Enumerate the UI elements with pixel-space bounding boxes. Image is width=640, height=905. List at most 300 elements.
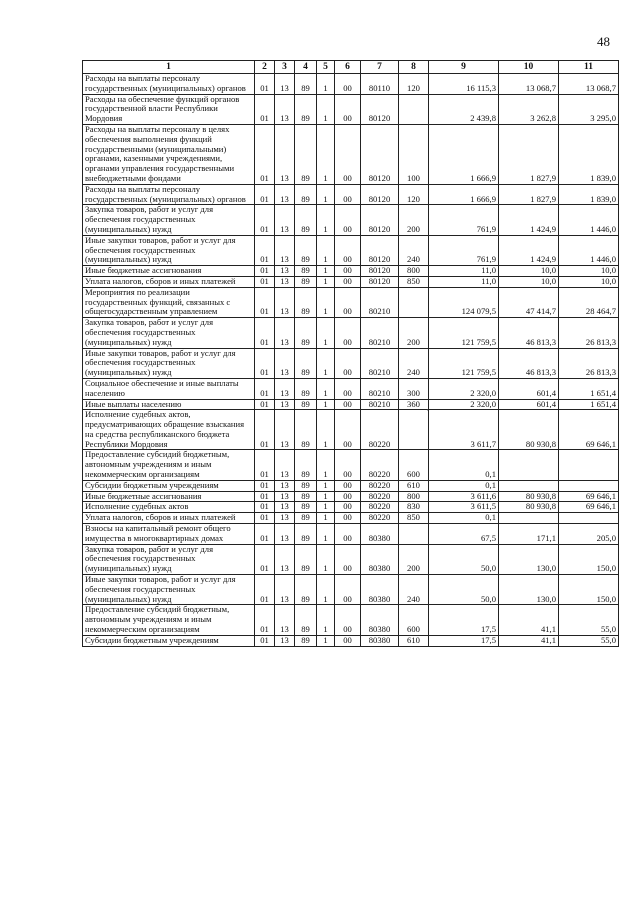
amount-year-2: 80 930,8 (499, 491, 559, 502)
expense-type-code: 850 (399, 276, 429, 287)
amount-year-2: 46 813,3 (499, 318, 559, 348)
subsection-code: 13 (275, 378, 295, 399)
direction-code: 80210 (361, 378, 399, 399)
activity-code: 00 (335, 235, 361, 265)
amount-year-2: 1 827,9 (499, 184, 559, 205)
direction-code: 80220 (361, 491, 399, 502)
budget-table (82, 60, 619, 647)
page-number: 48 (597, 34, 610, 49)
subprogram-code: 1 (317, 605, 335, 635)
activity-code: 00 (335, 184, 361, 205)
col-header-section: 2 (255, 61, 275, 74)
amount-year-3: 10,0 (559, 266, 619, 277)
subsection-code: 13 (275, 318, 295, 348)
row-name: Взносы на капитальный ремонт общего имущества в многоквартирных домах (83, 524, 255, 545)
row-name: Иные бюджетные ассигнования (83, 491, 255, 502)
amount-year-2: 41,1 (499, 605, 559, 635)
direction-code: 80220 (361, 480, 399, 491)
section-code: 01 (255, 491, 275, 502)
amount-year-2: 601,4 (499, 399, 559, 410)
direction-code: 80120 (361, 276, 399, 287)
row-name: Иные выплаты населению (83, 399, 255, 410)
direction-code: 80120 (361, 205, 399, 235)
activity-code: 00 (335, 544, 361, 574)
amount-year-2: 1 424,9 (499, 205, 559, 235)
subprogram-code: 1 (317, 410, 335, 450)
program-code: 89 (295, 74, 317, 95)
direction-code: 80220 (361, 410, 399, 450)
amount-year-3: 28 464,7 (559, 287, 619, 317)
row-name: Уплата налогов, сборов и иных платежей (83, 276, 255, 287)
subprogram-code: 1 (317, 184, 335, 205)
col-header-amount-3: 11 (559, 61, 619, 74)
subsection-code: 13 (275, 399, 295, 410)
direction-code: 80220 (361, 502, 399, 513)
direction-code: 80380 (361, 524, 399, 545)
program-code: 89 (295, 378, 317, 399)
amount-year-3: 55,0 (559, 605, 619, 635)
col-header-amount-1: 9 (429, 61, 499, 74)
table-row (83, 124, 619, 184)
program-code: 89 (295, 491, 317, 502)
program-code: 89 (295, 318, 317, 348)
subprogram-code: 1 (317, 450, 335, 480)
table-row (83, 635, 619, 646)
row-name: Закупка товаров, работ и услуг для обеспечения государственных (муниципальных) нужд (83, 318, 255, 348)
activity-code: 00 (335, 94, 361, 124)
amount-year-2 (499, 450, 559, 480)
section-code: 01 (255, 410, 275, 450)
activity-code: 00 (335, 205, 361, 235)
subprogram-code: 1 (317, 399, 335, 410)
row-name: Расходы на выплаты персоналу в целях обеспечения выполнения функций государственными (муниципальными) органами, казенными учреждениями, органами управления государственными внебюджетными фондами (83, 124, 255, 184)
subsection-code: 13 (275, 94, 295, 124)
subsection-code: 13 (275, 287, 295, 317)
row-name: Предоставление субсидий бюджетным, автономным учреждениям и иным некоммерческим организациям (83, 450, 255, 480)
table-row (83, 287, 619, 317)
activity-code: 00 (335, 575, 361, 605)
amount-year-3: 1 839,0 (559, 184, 619, 205)
subprogram-code: 1 (317, 502, 335, 513)
table-row (83, 410, 619, 450)
subprogram-code: 1 (317, 491, 335, 502)
program-code: 89 (295, 635, 317, 646)
section-code: 01 (255, 480, 275, 491)
amount-year-3: 69 646,1 (559, 491, 619, 502)
amount-year-1: 3 611,5 (429, 502, 499, 513)
amount-year-1: 50,0 (429, 575, 499, 605)
subsection-code: 13 (275, 276, 295, 287)
section-code: 01 (255, 524, 275, 545)
subsection-code: 13 (275, 480, 295, 491)
amount-year-1: 761,9 (429, 205, 499, 235)
program-code: 89 (295, 480, 317, 491)
subsection-code: 13 (275, 575, 295, 605)
amount-year-1: 1 666,9 (429, 184, 499, 205)
table-row (83, 266, 619, 277)
amount-year-1: 16 115,3 (429, 74, 499, 95)
row-name: Закупка товаров, работ и услуг для обеспечения государственных (муниципальных) нужд (83, 544, 255, 574)
program-code: 89 (295, 450, 317, 480)
section-code: 01 (255, 450, 275, 480)
program-code: 89 (295, 605, 317, 635)
amount-year-2: 130,0 (499, 575, 559, 605)
col-header-subsection: 3 (275, 61, 295, 74)
program-code: 89 (295, 513, 317, 524)
amount-year-1: 0,1 (429, 450, 499, 480)
expense-type-code: 120 (399, 74, 429, 95)
amount-year-3: 150,0 (559, 575, 619, 605)
subsection-code: 13 (275, 235, 295, 265)
subprogram-code: 1 (317, 575, 335, 605)
activity-code: 00 (335, 410, 361, 450)
expense-type-code (399, 410, 429, 450)
amount-year-2: 46 813,3 (499, 348, 559, 378)
row-name: Закупка товаров, работ и услуг для обеспечения государственных (муниципальных) нужд (83, 205, 255, 235)
row-name: Исполнение судебных актов, предусматривающих обращение взыскания на средства республиканского бюджета Республики Мордовия (83, 410, 255, 450)
header-row (83, 61, 619, 74)
activity-code: 00 (335, 266, 361, 277)
expense-type-code: 610 (399, 635, 429, 646)
expense-type-code: 600 (399, 450, 429, 480)
activity-code: 00 (335, 74, 361, 95)
scan-speck: · (426, 405, 429, 415)
activity-code: 00 (335, 124, 361, 184)
table-row (83, 524, 619, 545)
section-code: 01 (255, 94, 275, 124)
table-row (83, 348, 619, 378)
program-code: 89 (295, 575, 317, 605)
amount-year-1: 121 759,5 (429, 318, 499, 348)
amount-year-3: 1 446,0 (559, 205, 619, 235)
expense-type-code: 830 (399, 502, 429, 513)
expense-type-code: 800 (399, 491, 429, 502)
subprogram-code: 1 (317, 378, 335, 399)
table-row (83, 74, 619, 95)
subprogram-code: 1 (317, 205, 335, 235)
subsection-code: 13 (275, 184, 295, 205)
amount-year-3: 1 651,4 (559, 378, 619, 399)
direction-code: 80380 (361, 544, 399, 574)
subsection-code: 13 (275, 74, 295, 95)
section-code: 01 (255, 276, 275, 287)
expense-type-code: 300 (399, 378, 429, 399)
subsection-code: 13 (275, 544, 295, 574)
direction-code: 80120 (361, 184, 399, 205)
col-header-direction: 7 (361, 61, 399, 74)
amount-year-3: 26 813,3 (559, 348, 619, 378)
section-code: 01 (255, 287, 275, 317)
program-code: 89 (295, 205, 317, 235)
expense-type-code: 240 (399, 348, 429, 378)
col-header-activity: 6 (335, 61, 361, 74)
direction-code: 80120 (361, 124, 399, 184)
expense-type-code: 610 (399, 480, 429, 491)
row-name: Иные закупки товаров, работ и услуг для обеспечения государственных (муниципальных) нужд (83, 348, 255, 378)
direction-code: 80110 (361, 74, 399, 95)
amount-year-3: 69 646,1 (559, 502, 619, 513)
direction-code: 80380 (361, 635, 399, 646)
expense-type-code: 240 (399, 575, 429, 605)
amount-year-3 (559, 450, 619, 480)
direction-code: 80220 (361, 513, 399, 524)
program-code: 89 (295, 184, 317, 205)
amount-year-3: 1 839,0 (559, 124, 619, 184)
amount-year-1: 3 611,6 (429, 491, 499, 502)
col-header-name: 1 (83, 61, 255, 74)
direction-code: 80210 (361, 287, 399, 317)
col-header-amount-2: 10 (499, 61, 559, 74)
activity-code: 00 (335, 480, 361, 491)
amount-year-2 (499, 513, 559, 524)
row-name: Расходы на выплаты персоналу государственных (муниципальных) органов (83, 184, 255, 205)
expense-type-code: 200 (399, 318, 429, 348)
subprogram-code: 1 (317, 74, 335, 95)
expense-type-code: 600 (399, 605, 429, 635)
table-row (83, 605, 619, 635)
amount-year-1: 2 439,8 (429, 94, 499, 124)
section-code: 01 (255, 74, 275, 95)
amount-year-2: 1 827,9 (499, 124, 559, 184)
subprogram-code: 1 (317, 635, 335, 646)
amount-year-1: 11,0 (429, 266, 499, 277)
subsection-code: 13 (275, 605, 295, 635)
section-code: 01 (255, 124, 275, 184)
subsection-code: 13 (275, 491, 295, 502)
subprogram-code: 1 (317, 513, 335, 524)
program-code: 89 (295, 266, 317, 277)
amount-year-2: 80 930,8 (499, 502, 559, 513)
subsection-code: 13 (275, 348, 295, 378)
activity-code: 00 (335, 513, 361, 524)
table-row (83, 399, 619, 410)
section-code: 01 (255, 575, 275, 605)
activity-code: 00 (335, 276, 361, 287)
amount-year-3: 205,0 (559, 524, 619, 545)
direction-code: 80120 (361, 235, 399, 265)
row-name: Предоставление субсидий бюджетным, автономным учреждениям и иным некоммерческим организациям (83, 605, 255, 635)
table-row (83, 450, 619, 480)
program-code: 89 (295, 502, 317, 513)
activity-code: 00 (335, 318, 361, 348)
amount-year-1: 124 079,5 (429, 287, 499, 317)
subprogram-code: 1 (317, 318, 335, 348)
section-code: 01 (255, 605, 275, 635)
expense-type-code: 240 (399, 235, 429, 265)
program-code: 89 (295, 399, 317, 410)
table-row (83, 575, 619, 605)
col-header-expense-type: 8 (399, 61, 429, 74)
row-name: Уплата налогов, сборов и иных платежей (83, 513, 255, 524)
row-name: Иные закупки товаров, работ и услуг для обеспечения государственных (муниципальных) нужд (83, 235, 255, 265)
section-code: 01 (255, 513, 275, 524)
expense-type-code: 120 (399, 184, 429, 205)
amount-year-2: 3 262,8 (499, 94, 559, 124)
expense-type-code (399, 94, 429, 124)
subprogram-code: 1 (317, 287, 335, 317)
activity-code: 00 (335, 502, 361, 513)
amount-year-2: 13 068,7 (499, 74, 559, 95)
expense-type-code: 200 (399, 205, 429, 235)
amount-year-1: 17,5 (429, 605, 499, 635)
section-code: 01 (255, 378, 275, 399)
direction-code: 80210 (361, 399, 399, 410)
amount-year-3: 150,0 (559, 544, 619, 574)
section-code: 01 (255, 635, 275, 646)
amount-year-3 (559, 513, 619, 524)
direction-code: 80210 (361, 318, 399, 348)
col-header-subprogram: 5 (317, 61, 335, 74)
amount-year-3: 10,0 (559, 276, 619, 287)
row-name: Иные бюджетные ассигнования (83, 266, 255, 277)
amount-year-3: 3 295,0 (559, 94, 619, 124)
program-code: 89 (295, 544, 317, 574)
activity-code: 00 (335, 399, 361, 410)
amount-year-2: 10,0 (499, 276, 559, 287)
section-code: 01 (255, 399, 275, 410)
subprogram-code: 1 (317, 348, 335, 378)
subsection-code: 13 (275, 124, 295, 184)
amount-year-1: 0,1 (429, 513, 499, 524)
subsection-code: 13 (275, 266, 295, 277)
amount-year-3: 55,0 (559, 635, 619, 646)
section-code: 01 (255, 266, 275, 277)
program-code: 89 (295, 287, 317, 317)
section-code: 01 (255, 544, 275, 574)
table-row (83, 184, 619, 205)
amount-year-2: 601,4 (499, 378, 559, 399)
row-name: Исполнение судебных актов (83, 502, 255, 513)
amount-year-2: 10,0 (499, 266, 559, 277)
amount-year-1: 761,9 (429, 235, 499, 265)
amount-year-1: 121 759,5 (429, 348, 499, 378)
expense-type-code: 850 (399, 513, 429, 524)
amount-year-2: 41,1 (499, 635, 559, 646)
amount-year-1: 3 611,7 (429, 410, 499, 450)
section-code: 01 (255, 184, 275, 205)
table-row (83, 205, 619, 235)
amount-year-1: 2 320,0 (429, 378, 499, 399)
subprogram-code: 1 (317, 276, 335, 287)
amount-year-1: 1 666,9 (429, 124, 499, 184)
subsection-code: 13 (275, 635, 295, 646)
amount-year-2: 130,0 (499, 544, 559, 574)
activity-code: 00 (335, 450, 361, 480)
program-code: 89 (295, 524, 317, 545)
expense-type-code: 100 (399, 124, 429, 184)
section-code: 01 (255, 502, 275, 513)
row-name: Субсидии бюджетным учреждениям (83, 480, 255, 491)
section-code: 01 (255, 348, 275, 378)
amount-year-3: 13 068,7 (559, 74, 619, 95)
row-name: Мероприятия по реализации государственных функций, связанных с общегосударственным управлением (83, 287, 255, 317)
amount-year-2: 80 930,8 (499, 410, 559, 450)
activity-code: 00 (335, 524, 361, 545)
table-row (83, 378, 619, 399)
subsection-code: 13 (275, 410, 295, 450)
subsection-code: 13 (275, 502, 295, 513)
amount-year-3: 69 646,1 (559, 410, 619, 450)
activity-code: 00 (335, 348, 361, 378)
direction-code: 80220 (361, 450, 399, 480)
program-code: 89 (295, 348, 317, 378)
program-code: 89 (295, 235, 317, 265)
subprogram-code: 1 (317, 480, 335, 491)
subprogram-code: 1 (317, 524, 335, 545)
row-name: Субсидии бюджетным учреждениям (83, 635, 255, 646)
amount-year-2: 1 424,9 (499, 235, 559, 265)
table-row (83, 491, 619, 502)
table-row (83, 502, 619, 513)
subsection-code: 13 (275, 450, 295, 480)
row-name: Расходы на выплаты персоналу государственных (муниципальных) органов (83, 74, 255, 95)
program-code: 89 (295, 94, 317, 124)
table-row (83, 276, 619, 287)
table-row (83, 94, 619, 124)
row-name: Расходы на обеспечение функций органов государственной власти Республики Мордовия (83, 94, 255, 124)
amount-year-3: 1 446,0 (559, 235, 619, 265)
amount-year-2: 47 414,7 (499, 287, 559, 317)
subprogram-code: 1 (317, 235, 335, 265)
amount-year-3 (559, 480, 619, 491)
col-header-program: 4 (295, 61, 317, 74)
direction-code: 80210 (361, 348, 399, 378)
direction-code: 80120 (361, 266, 399, 277)
subprogram-code: 1 (317, 124, 335, 184)
table-row (83, 480, 619, 491)
expense-type-code: 800 (399, 266, 429, 277)
subprogram-code: 1 (317, 94, 335, 124)
amount-year-1: 0,1 (429, 480, 499, 491)
amount-year-1: 67,5 (429, 524, 499, 545)
row-name: Социальное обеспечение и иные выплаты населению (83, 378, 255, 399)
subsection-code: 13 (275, 524, 295, 545)
subprogram-code: 1 (317, 544, 335, 574)
amount-year-2: 171,1 (499, 524, 559, 545)
expense-type-code: 360 (399, 399, 429, 410)
program-code: 89 (295, 276, 317, 287)
activity-code: 00 (335, 635, 361, 646)
amount-year-1: 2 320,0 (429, 399, 499, 410)
table-row (83, 544, 619, 574)
direction-code: 80380 (361, 575, 399, 605)
table-row (83, 318, 619, 348)
expense-type-code: 200 (399, 544, 429, 574)
expense-type-code (399, 287, 429, 317)
subsection-code: 13 (275, 513, 295, 524)
table-row (83, 235, 619, 265)
activity-code: 00 (335, 491, 361, 502)
program-code: 89 (295, 124, 317, 184)
program-code: 89 (295, 410, 317, 450)
table-row (83, 513, 619, 524)
amount-year-1: 17,5 (429, 635, 499, 646)
section-code: 01 (255, 235, 275, 265)
section-code: 01 (255, 205, 275, 235)
amount-year-1: 50,0 (429, 544, 499, 574)
activity-code: 00 (335, 287, 361, 317)
activity-code: 00 (335, 378, 361, 399)
amount-year-1: 11,0 (429, 276, 499, 287)
amount-year-3: 26 813,3 (559, 318, 619, 348)
amount-year-3: 1 651,4 (559, 399, 619, 410)
expense-type-code (399, 524, 429, 545)
subsection-code: 13 (275, 205, 295, 235)
budget-table-body (83, 74, 619, 647)
direction-code: 80120 (361, 94, 399, 124)
section-code: 01 (255, 318, 275, 348)
direction-code: 80380 (361, 605, 399, 635)
